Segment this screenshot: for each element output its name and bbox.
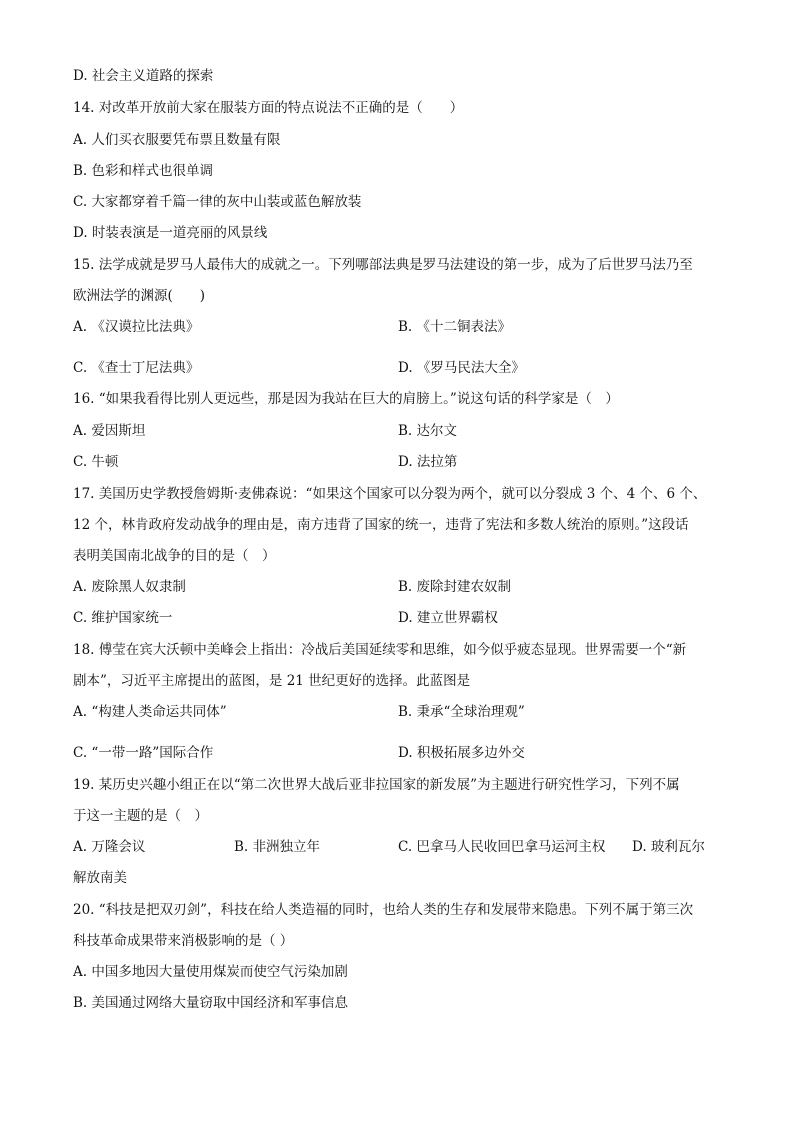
q17-stem-line2: 12 个，林肯政府发动战争的理由是，南方违背了国家的统一，违背了宪法和多数人统治的原则。”这段话 [73,517,689,533]
q15-stem-line2: 欧洲法学的渊源( ) [73,288,206,304]
q19-option-d-continued: 解放南美 [73,870,127,886]
q16-option-d: D. 法拉第 [398,454,458,470]
q15-option-a: A. 《汉谟拉比法典》 [73,319,200,335]
q19-option-b: B. 非洲独立年 [234,839,321,855]
q14-option-b: B. 色彩和样式也很单调 [73,163,214,179]
q18-option-b: B. 秉承“全球治理观” [398,704,525,720]
q16-option-b: B. 达尔文 [398,423,458,439]
q14-stem: 14. 对改革开放前大家在服装方面的特点说法不正确的是（ ） [73,100,464,116]
q19-option-c: C. 巴拿马人民收回巴拿马运河主权 [398,839,606,855]
q17-option-d: D. 建立世界霸权 [398,610,498,626]
q16-option-a: A. 爱因斯坦 [73,423,146,439]
q18-option-a: A. “构建人类命运共同体” [73,704,227,720]
q18-stem-line1: 18. 傅莹在宾大沃顿中美峰会上指出：冷战后美国延续零和思维，如今似乎疲态显现。世界需要一个“新 [73,642,687,658]
q18-option-c: C. “一带一路”国际合作 [73,745,214,761]
q14-option-c: C. 大家都穿着千篇一律的灰中山装或蓝色解放装 [73,194,362,210]
q18-option-d: D. 积极拓展多边外交 [398,745,525,761]
q20-stem-line2: 科技革命成果带来消极影响的是（ ） [73,933,294,949]
q20-stem-line1: 20. “科技是把双刃剑”，科技在给人类造福的同时，也给人类的生存和发展带来隐患。下列不属于第三次 [73,902,694,918]
q15-option-d: D. 《罗马民法大全》 [398,360,525,376]
q14-option-a: A. 人们买衣服要凭布票且数量有限 [73,132,281,148]
q17-stem-line1: 17. 美国历史学教授詹姆斯·麦佛森说：“如果这个国家可以分裂为两个，就可以分裂成 3 个、4 个、6 个、 [73,486,707,502]
q19-option-d: D. 玻利瓦尔 [632,839,705,855]
q16-option-c: C. 牛顿 [73,454,119,470]
q18-stem-line2: 剧本”，习近平主席提出的蓝图，是 21 世纪更好的选择。此蓝图是 [73,673,471,689]
q13-option-d: D. 社会主义道路的探索 [73,68,214,84]
q17-stem-line3: 表明美国南北战争的目的是（ ） [73,548,276,564]
q20-option-a: A. 中国多地因大量使用煤炭而使空气污染加剧 [73,964,348,980]
q19-stem-line2: 于这一主题的是（ ） [73,808,208,824]
q17-option-a: A. 废除黑人奴隶制 [73,579,186,595]
q19-stem-line1: 19. 某历史兴趣小组正在以“第二次世界大战后亚非拉国家的新发展”为主题进行研究性学习，下列不属 [73,777,680,793]
q14-option-d: D. 时装表演是一道亮丽的风景线 [73,225,268,241]
q15-option-c: C. 《查士丁尼法典》 [73,360,200,376]
q17-option-c: C. 维护国家统一 [73,610,173,626]
q17-option-b: B. 废除封建农奴制 [398,579,512,595]
q15-option-b: B. 《十二铜表法》 [398,319,512,335]
q15-stem-line1: 15. 法学成就是罗马人最伟大的成就之一。下列哪部法典是罗马法建设的第一步，成为了后世罗马法乃至 [73,257,693,273]
q20-option-b: B. 美国通过网络大量窃取中国经济和军事信息 [73,995,349,1011]
q19-option-a: A. 万隆会议 [73,839,146,855]
q16-stem: 16. “如果我看得比别人更远些，那是因为我站在巨大的肩膀上。”说这句话的科学家是（ ） [73,391,619,407]
